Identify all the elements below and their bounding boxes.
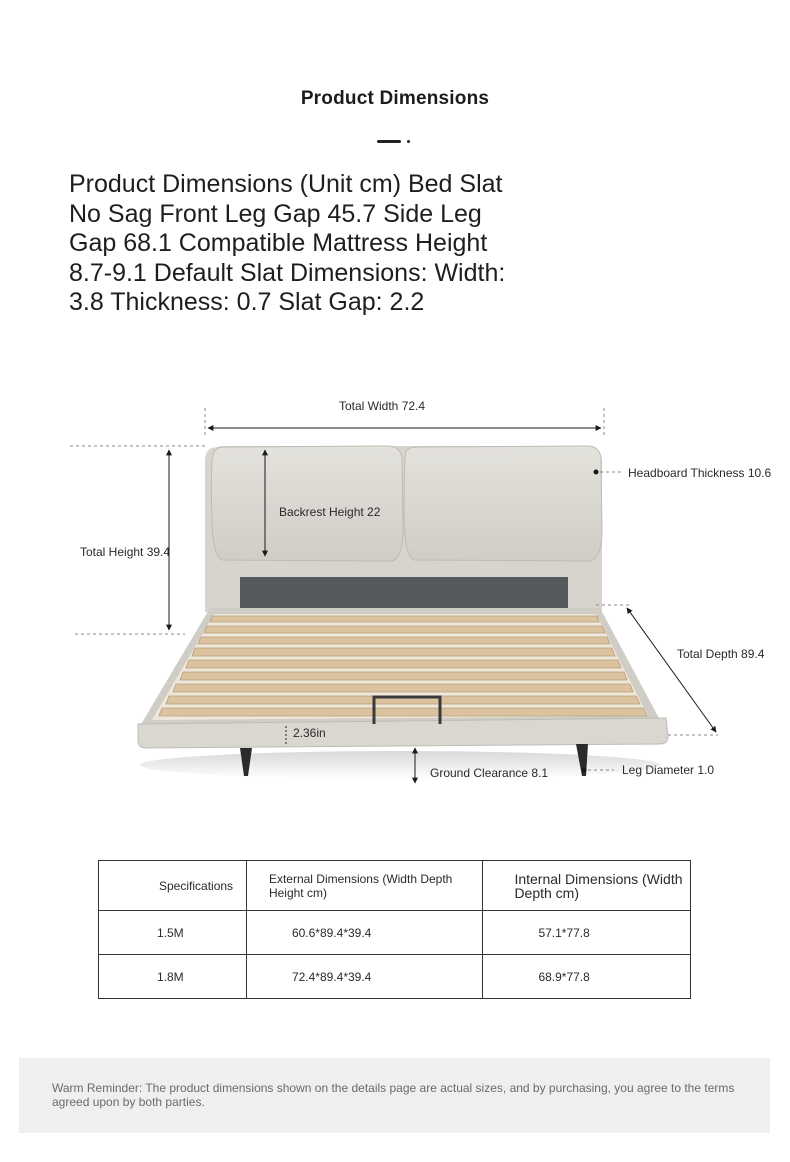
row-spec: 1.8M bbox=[99, 955, 247, 999]
header-internal-dimensions: Internal Dimensions (Width Depth cm) bbox=[483, 861, 691, 911]
total-height-label: Total Height 39.4 bbox=[80, 545, 171, 559]
headboard-thickness-label: Headboard Thickness 10.6 bbox=[628, 466, 772, 480]
header-specifications: Specifications bbox=[99, 861, 247, 911]
specifications-table bbox=[98, 860, 691, 999]
row-external: 60.6*89.4*39.4 bbox=[246, 911, 483, 955]
warm-reminder-text: Warm Reminder: The product dimensions shown on the details page are actual sizes, and by purchasing, you agree to the terms agreed upon by both parties. bbox=[52, 1081, 735, 1109]
row-external: 72.4*89.4*39.4 bbox=[246, 955, 483, 999]
total-depth-label: Total Depth 89.4 bbox=[677, 647, 765, 661]
total-width-label: Total Width 72.4 bbox=[339, 399, 426, 413]
right-pillow bbox=[404, 446, 602, 561]
frame-height-label: 2.36in bbox=[293, 726, 326, 740]
page-title: Product Dimensions bbox=[300, 88, 490, 109]
left-pillow bbox=[211, 446, 403, 561]
table-header-row bbox=[99, 861, 691, 911]
slats bbox=[159, 616, 647, 716]
header-external-dimensions: External Dimensions (Width Depth Height cm) bbox=[246, 861, 483, 911]
table-row bbox=[99, 955, 691, 999]
bed-dimension-diagram bbox=[0, 380, 790, 800]
row-internal: 57.1*77.8 bbox=[483, 911, 691, 955]
title-divider bbox=[377, 140, 417, 144]
table-row bbox=[99, 911, 691, 955]
bed-illustration bbox=[0, 380, 790, 800]
divider-dash bbox=[377, 140, 401, 143]
row-spec: 1.5M bbox=[99, 911, 247, 955]
ground-clearance-label: Ground Clearance 8.1 bbox=[430, 766, 549, 780]
divider-dot bbox=[407, 140, 410, 143]
warm-reminder-box bbox=[19, 1058, 770, 1133]
leg-diameter-label: Leg Diameter 1.0 bbox=[622, 763, 715, 777]
row-internal: 68.9*77.8 bbox=[483, 955, 691, 999]
dimensions-description: Product Dimensions (Unit cm) Bed Slat No Sag Front Leg Gap 45.7 Side Leg Gap 68.1 Compatible Mattress Height 8.7-9.1 Default Slat Dimensions: Width: 3.8 Thickness: 0.7 Slat Gap: 2.2 bbox=[69, 170, 506, 316]
backrest-height-label: Backrest Height 22 bbox=[279, 505, 381, 519]
